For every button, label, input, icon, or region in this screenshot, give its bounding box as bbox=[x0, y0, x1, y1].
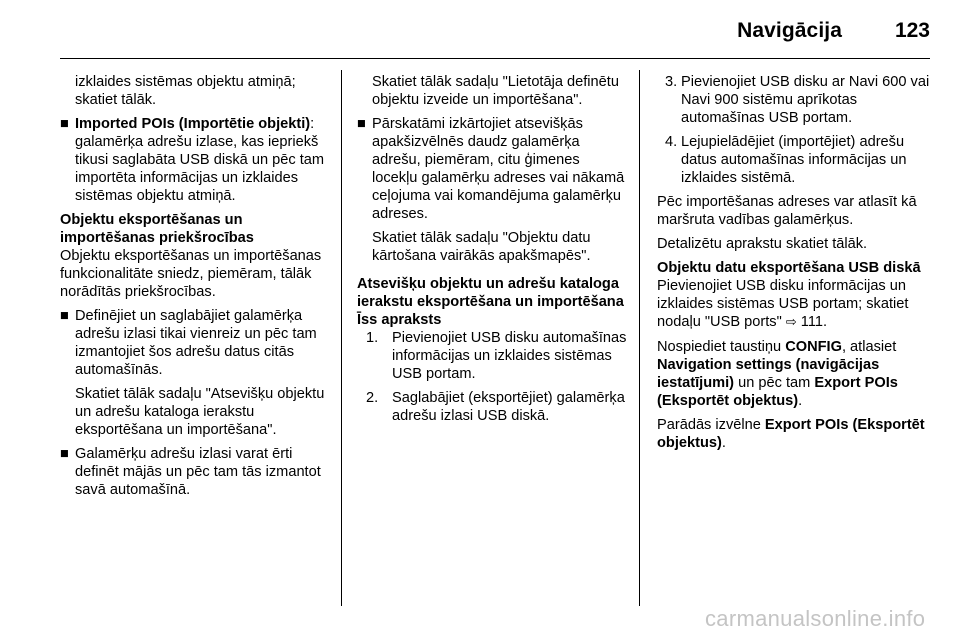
menu-export-pois: Export POIs (Eksportēt objektus) bbox=[657, 417, 925, 451]
item-text: Definējiet un saglabājiet galamērķa adrešu izlasi tikai vienreiz un pēc tam izmantojiet šos adrešu datus citās automašīnās. bbox=[75, 308, 317, 378]
bullet-icon: ■ bbox=[60, 446, 69, 462]
step-text: Pievienojiet USB disku ar Navi 600 vai Navi 900 sistēmu aprīkotas automašīnas USB portam. bbox=[681, 74, 930, 126]
bullet-icon: ■ bbox=[60, 308, 69, 324]
menu-navigation-settings: Navigation settings (navigācijas iestatījumi) bbox=[657, 357, 880, 391]
paragraph: izklaides sistēmas objektu atmiņā; skatiet tālāk. bbox=[75, 74, 296, 108]
text-run: Pievienojiet USB disku informācijas un izklaides sistēmas USB portam; skatiet nodaļu "USB ports" bbox=[657, 278, 909, 330]
bullet-icon: ■ bbox=[60, 116, 69, 132]
key-config: CONFIG bbox=[785, 339, 842, 355]
step-item bbox=[657, 73, 932, 127]
column-divider bbox=[341, 70, 342, 606]
step-item bbox=[357, 389, 627, 425]
term: Imported POIs (Importētie objekti) bbox=[75, 116, 311, 132]
paragraph bbox=[657, 338, 932, 410]
list-item bbox=[60, 115, 330, 205]
step-number: 1. bbox=[366, 330, 379, 346]
watermark: carmanualsonline.info bbox=[705, 606, 926, 631]
section-heading: Atsevišķu objektu un adrešu kataloga ierakstu eksportēšana un importēšana bbox=[357, 276, 624, 310]
bullet-icon: ■ bbox=[357, 116, 366, 132]
section-heading: Objektu eksportēšanas un importēšanas priekšrocības bbox=[60, 212, 254, 246]
text-run: Parādās izvēlne bbox=[657, 417, 765, 433]
step-number: 3. bbox=[665, 74, 678, 90]
text-run: . bbox=[798, 393, 803, 409]
text-run: , atlasiet bbox=[841, 339, 897, 355]
text-run: . bbox=[721, 435, 726, 451]
step-text: Saglabājiet (eksportējiet) galamērķa adrešu izlasi USB diskā. bbox=[392, 390, 625, 424]
column-3 bbox=[657, 73, 932, 458]
list-item bbox=[357, 115, 627, 223]
item-text: : galamērķa adrešu izlase, kas iepriekš tikusi saglabāta USB diskā un pēc tam importēta informācijas un izklaides sistēmas objektu atmiņā. bbox=[75, 116, 325, 204]
header-divider bbox=[60, 58, 930, 59]
step-text: Lejupielādējiet (importējiet) adrešu datus automašīnas informācijas un izklaides sistēmā. bbox=[681, 134, 907, 186]
page-number: 123 bbox=[894, 19, 930, 42]
list-item bbox=[60, 445, 330, 499]
note: Skatiet tālāk sadaļu "Objektu datu kārtošana vairākās apakšmapēs". bbox=[372, 230, 591, 264]
column-divider bbox=[639, 70, 640, 606]
paragraph bbox=[657, 416, 932, 452]
column-2 bbox=[357, 73, 627, 431]
paragraph: Detalizētu aprakstu skatiet tālāk. bbox=[657, 236, 868, 252]
step-number: 2. bbox=[366, 390, 379, 406]
paragraph bbox=[657, 277, 932, 332]
page-title: Navigācija bbox=[737, 19, 842, 42]
menu-export-pois: Export POIs (Eksportēt objektus) bbox=[657, 375, 898, 409]
step-item bbox=[357, 329, 627, 383]
section-heading: Objektu datu eksportēšana USB diskā bbox=[657, 260, 921, 276]
paragraph: Skatiet tālāk sadaļu "Lietotāja definētu objektu izveide un importēšana". bbox=[372, 74, 619, 108]
column-1 bbox=[60, 73, 330, 505]
arrow-icon: ⇨ bbox=[785, 315, 797, 330]
text-run: un pēc tam bbox=[734, 375, 815, 391]
page-reference[interactable]: 111 bbox=[800, 314, 823, 330]
list-item bbox=[60, 307, 330, 379]
step-text: Pievienojiet USB disku automašīnas informācijas un izklaides sistēmas USB portam. bbox=[392, 330, 627, 382]
text-run: Nospiediet taustiņu bbox=[657, 339, 786, 355]
paragraph: Objektu eksportēšanas un importēšanas funkcionalitāte sniedz, piemēram, tālāk norādītās priekšrocības. bbox=[60, 248, 322, 300]
item-text: Pārskatāmi izkārtojiet atsevišķās apakšizvēlnēs daudz galamērķa adrešu, piemēram, citu ģimenes locekļu galamērķu adreses vai nākamā ceļojuma vai komandējuma galamērķu adreses. bbox=[372, 116, 625, 222]
item-text: Galamērķu adrešu izlasi varat ērti definēt mājās un pēc tam tās izmantot savā automašīnā. bbox=[75, 446, 321, 498]
text-run: . bbox=[822, 314, 828, 330]
note: Skatiet tālāk sadaļu "Atsevišķu objektu un adrešu kataloga ierakstu eksportēšana un importēšana". bbox=[75, 386, 325, 438]
step-number: 4. bbox=[665, 134, 678, 150]
step-item bbox=[657, 133, 932, 187]
subsection-heading: Īss apraksts bbox=[357, 312, 442, 328]
paragraph: Pēc importēšanas adreses var atlasīt kā maršruta vadības galamērķus. bbox=[657, 194, 917, 228]
